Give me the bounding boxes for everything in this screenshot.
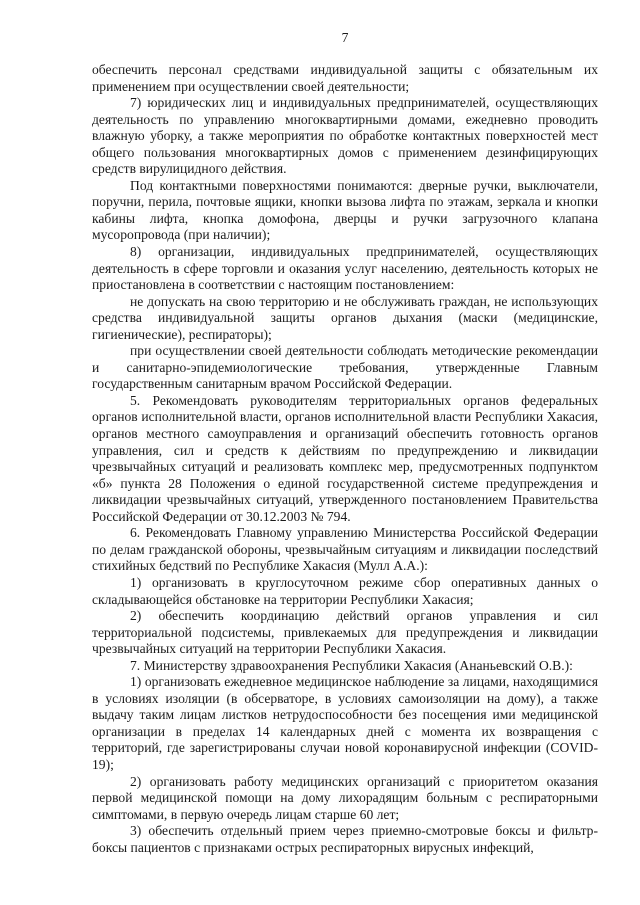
paragraph: 6. Рекомендовать Главному управлению Министерства Российской Федерации по делам гражданской обороны, чрезвычайным ситуациям и ликвидации последствий стихийных бедствий по Республике Хакасия (Мулл А.А.):	[92, 525, 598, 574]
paragraph: 1) организовать ежедневное медицинское наблюдение за лицами, находящимися в условиях изоляции (в обсерваторе, в условиях самоизоляции на дому), а также выдачу таким лицам листков нетрудоспособности без посещения ими медицинской организации в пределах 14 календарных дней с момента их возвращения с территорий, где зарегистрированы случаи новой коронавирусной инфекции (COVID-19);	[92, 674, 598, 772]
paragraph: 5. Рекомендовать руководителям территориальных органов федеральных органов исполнительной власти, органов исполнительной власти Республики Хакасия, органов местного самоуправления и организаций обеспечить готовность органов управления, сил и средств к действиям по предупреждению и ликвидации чрезвычайных ситуаций и реализовать комплекс мер, предусмотренных подпунктом «б» пункта 28 Положения о единой государственной системе предупреждения и ликвидации чрезвычайных ситуаций, утвержденного постановлением Правительства Российской Федерации от 30.12.2003 № 794.	[92, 392, 598, 524]
paragraph: 1) организовать в круглосуточном режиме сбор оперативных данных о складывающейся обстановке на территории Республики Хакасия;	[92, 574, 598, 607]
paragraph: 3) обеспечить отдельный прием через приемно-смотровые боксы и фильтр-боксы пациентов с признаками острых респираторных вирусных инфекций,	[92, 823, 598, 855]
document-body	[92, 62, 598, 856]
paragraph: 7) юридических лиц и индивидуальных предпринимателей, осуществляющих деятельность по управлению многоквартирными домами, ежедневно проводить влажную уборку, а также мероприятия по обработке контактных поверхностей мест общего пользования многоквартирных домов с применением дезинфицирующих средств вирулицидного действия.	[92, 95, 598, 177]
paragraph: обеспечить персонал средствами индивидуальной защиты с обязательным их применением при осуществлении своей деятельности;	[92, 62, 598, 94]
paragraph: 7. Министерству здравоохранения Республики Хакасия (Ананьевский О.В.):	[130, 657, 573, 673]
page-number: 7	[341, 30, 349, 45]
paragraph: не допускать на свою территорию и не обслуживать граждан, не использующих средства индивидуальной защиты органов дыхания (маски (медицинские, гигиенические), респираторы);	[92, 293, 598, 342]
document-page	[92, 30, 598, 856]
paragraph: 2) организовать работу медицинских организаций с приоритетом оказания первой медицинской помощи на дому лихорадящим больным с респираторными симптомами, в первую очередь лицам старше 60 лет;	[92, 773, 598, 822]
paragraph: 2) обеспечить координацию действий органов управления и сил территориальной подсистемы, привлекаемых для предупреждения и ликвидации чрезвычайных ситуаций на территории Республики Хакасия.	[92, 608, 598, 657]
paragraph: при осуществлении своей деятельности соблюдать методические рекомендации и санитарно-эпидемиологические требования, утвержденные Главным государственным санитарным врачом Российской Федерации.	[92, 343, 598, 392]
paragraph: 8) организации, индивидуальных предпринимателей, осуществляющих деятельность в сфере торговли и оказания услуг населению, деятельность которых не приостановлена в соответствии с настоящим постановлением:	[92, 244, 598, 293]
paragraph: Под контактными поверхностями понимаются: дверные ручки, выключатели, поручни, перила, почтовые ящики, кнопки вызова лифта по этажам, зеркала и кнопки кабины лифта, кнопка домофона, дверцы и ручки загрузочного клапана мусоропровода (при наличии);	[92, 177, 598, 243]
